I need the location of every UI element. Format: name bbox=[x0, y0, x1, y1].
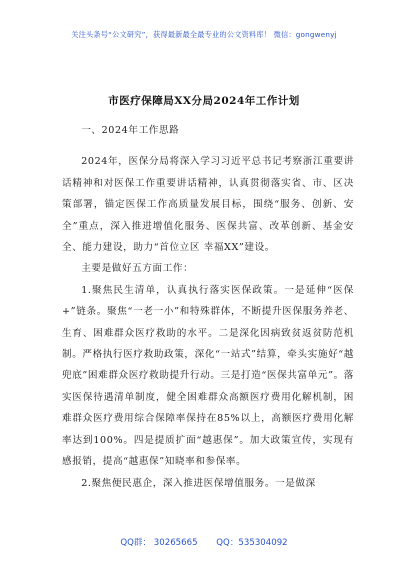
footer-contact bbox=[0, 536, 408, 548]
footer-qq-group: QQ群： 30265665 bbox=[120, 538, 198, 548]
paragraph-intro: 2024年，医保分局将深入学习习近平总书记考察浙江重要讲话精神和对医保工作重要讲话精神，认真贯彻落实省、市、区决策部署，锚定医保工作高质量发展目标，围绕“服务、创新、安全”重点，深入推进增值化服务、医保共富、改革创新、基金安全、能力建设，助力“首位立区 幸福XX”建设。 bbox=[62, 156, 354, 254]
header-banner: 关注头条号“公文研究”，获得最新最全最专业的公文资料库！ 微信：gongwenyj bbox=[71, 30, 337, 39]
paragraph-summary: 主要是做好五方面工作： bbox=[81, 263, 194, 275]
document-title: 市医疗保障局XX分局2024年工作计划 bbox=[108, 95, 300, 107]
section-heading: 一、2024年工作思路 bbox=[81, 125, 180, 136]
paragraph-item-1: 1.聚焦民生清单，认真执行落实医保政策。一是延伸“医保+”链条。聚焦“一老一小”和特殊群体，不断提升医保服务养老、生育、困难群众医疗救助的水平。二是深化因病致贫返贫防范机制。严格执行医疗救助政策，深化“一站式”结算，牵头实施好“越兜底”困难群众医疗救助提升行动。三是打造“医保共富单元”。落实医保待遇清单制度，健全困难群众高额医疗费用化解机制，困难群众医疗费用综合保障率保持在85%以上，高额医疗费用化解率达到100%。四是提质扩面“越惠保”。加大政策宣传，实现有感报销，提高“越惠保”知晓率和参保率。 bbox=[62, 284, 354, 468]
paragraph-item-2: 2.聚焦便民惠企，深入推进医保增值服务。一是做深 bbox=[81, 477, 316, 489]
document-body bbox=[62, 118, 354, 494]
footer-qq: QQ：535304092 bbox=[216, 538, 288, 548]
